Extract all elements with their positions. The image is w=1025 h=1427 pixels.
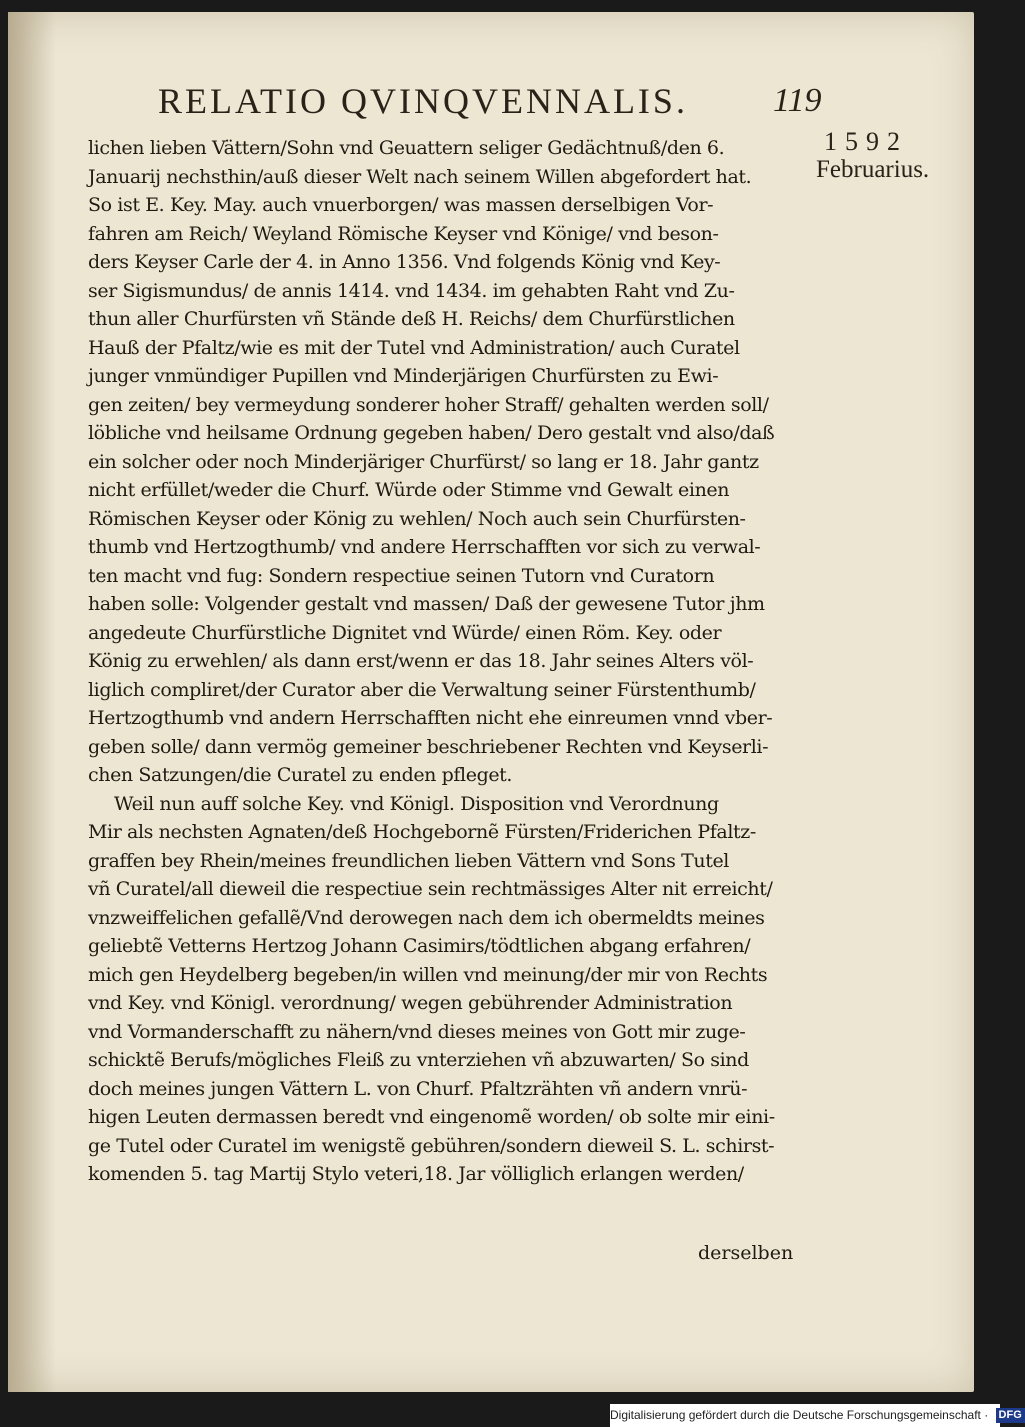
text-line: ser Sigismundus/ de annis 1414. vnd 1434. im gehabten Raht vnd Zu- bbox=[88, 279, 735, 302]
body-text bbox=[88, 134, 803, 1189]
text-line: vnd Vormanderschafft zu nähern/vnd dieses meines von Gott mir zuge- bbox=[88, 1020, 746, 1043]
text-line: schicktẽ Berufs/mögliches Fleiß zu vnterziehen vñ abzuwarten/ So sind bbox=[88, 1049, 749, 1071]
text-line: gen zeiten/ bey vermeydung sonderer hoher Straff/ gehalten werden soll/ bbox=[88, 393, 769, 416]
text-line: ge Tutel oder Curatel im wenigstẽ gebühren/sondern dieweil S. L. schirst- bbox=[88, 1134, 775, 1157]
digitization-footer bbox=[610, 1404, 1022, 1427]
text-line: vnzweiffelichen gefallẽ/Vnd derowegen nach dem ich obermeldts meines bbox=[88, 906, 765, 929]
text-line: Januarij nechsthin/auß dieser Welt nach seinem Willen abgefordert hat. bbox=[88, 165, 752, 188]
page-gutter-shadow bbox=[8, 12, 56, 1392]
text-line: komenden 5. tag Martij Stylo veteri,18. Jar völliglich erlangen werden/ bbox=[88, 1163, 744, 1185]
catchword: derselben bbox=[698, 1242, 794, 1264]
text-line: fahren am Reich/ Weyland Römische Keyser vnd Könige/ vnd beson- bbox=[88, 222, 719, 245]
text-line: angedeute Churfürstliche Dignitet vnd Würde/ einen Röm. Key. oder bbox=[88, 621, 722, 644]
text-line: Hauß der Pfaltz/wie es mit der Tutel vnd Administration/ auch Curatel bbox=[88, 336, 740, 359]
text-line: chen Satzungen/die Curatel zu enden pfleget. bbox=[88, 764, 513, 786]
text-line: König zu erwehlen/ als dann erst/wenn er das 18. Jahr seines Alters völ- bbox=[88, 650, 754, 672]
text-line: vñ Curatel/all dieweil die respectiue sein rechtmässiges Alter nit erreicht/ bbox=[88, 878, 773, 900]
text-line: mich gen Heydelberg begeben/in willen vnd meinung/der mir von Rechts bbox=[88, 963, 768, 986]
text-line: nicht erfüllet/weder die Churf. Würde oder Stimme vnd Gewalt einen bbox=[88, 479, 730, 501]
text-line: ten macht vnd fug: Sondern respectiue seinen Tutorn vnd Curatorn bbox=[88, 564, 715, 587]
text-line: thumb vnd Hertzogthumb/ vnd andere Herrschafften vor sich zu verwal- bbox=[88, 536, 761, 558]
margin-month: Februarius. bbox=[816, 156, 930, 183]
text-line: liglich compliret/der Curator aber die Verwaltung seiner Fürstenthumb/ bbox=[88, 678, 756, 701]
text-line: löbliche vnd heilsame Ordnung gegeben haben/ Dero gestalt vnd also/daß bbox=[88, 422, 775, 444]
text-line: lichen lieben Vättern/Sohn vnd Geuattern seliger Gedächtnuß/den 6. bbox=[88, 137, 725, 159]
text-line: geliebtẽ Vetterns Hertzog Johann Casimirs/tödtlichen abgang erfahren/ bbox=[88, 935, 751, 957]
margin-note bbox=[816, 128, 966, 184]
text-line: doch meines jungen Vättern L. von Churf. Pfaltzrähten vñ andern vnrü- bbox=[88, 1077, 748, 1100]
text-line: vnd Key. vnd Königl. verordnung/ wegen gebührender Administration bbox=[88, 992, 733, 1014]
text-line: Mir als nechsten Agnaten/deß Hochgebornẽ Fürsten/Friderichen Pfaltz- bbox=[88, 821, 756, 843]
text-line: higen Leuten dermassen beredt vnd eingenomẽ worden/ ob solte mir eini- bbox=[88, 1106, 775, 1128]
text-line: ein solcher oder noch Minderjäriger Churfürst/ so lang er 18. Jahr gantz bbox=[88, 450, 759, 473]
margin-year: 1592 bbox=[824, 127, 908, 156]
text-line: Weil nun auff solche Key. vnd Königl. Disposition vnd Verordnung bbox=[114, 792, 719, 815]
text-line: junger vnmündiger Pupillen vnd Minderjärigen Churfürsten zu Ewi- bbox=[88, 365, 719, 387]
text-line: haben solle: Volgender gestalt vnd massen/ Daß der gewesene Tutor jhm bbox=[88, 593, 765, 615]
text-line: thun aller Churfürsten vñ Stände deß H. Reichs/ dem Churfürstlichen bbox=[88, 308, 735, 330]
text-line: geben solle/ dann vermög gemeiner beschriebener Rechten vnd Keyserli- bbox=[88, 735, 769, 758]
text-line: Römischen Keyser oder König zu wehlen/ Noch auch sein Churfürsten- bbox=[88, 507, 746, 530]
text-line: So ist E. Key. May. auch vnuerborgen/ was massen derselbigen Vor- bbox=[88, 194, 714, 216]
text-line: graffen bey Rhein/meines freundlichen lieben Vättern vnd Sons Tutel bbox=[88, 849, 729, 872]
running-head: RELATIO QVINQVENNALIS. bbox=[158, 81, 688, 121]
page-number: 119 bbox=[773, 82, 822, 119]
text-line: ders Keyser Carle der 4. in Anno 1356. Vnd folgends König vnd Key- bbox=[88, 251, 721, 273]
footer-text: Digitalisierung gefördert durch die Deutsche Forschungsgemeinschaft · bbox=[610, 1408, 989, 1422]
text-line: Hertzogthumb vnd andern Herrschafften nicht ehe einreumen vnnd vber- bbox=[88, 707, 773, 729]
dfg-logo: DFG bbox=[996, 1408, 1025, 1423]
book-page bbox=[8, 12, 974, 1392]
